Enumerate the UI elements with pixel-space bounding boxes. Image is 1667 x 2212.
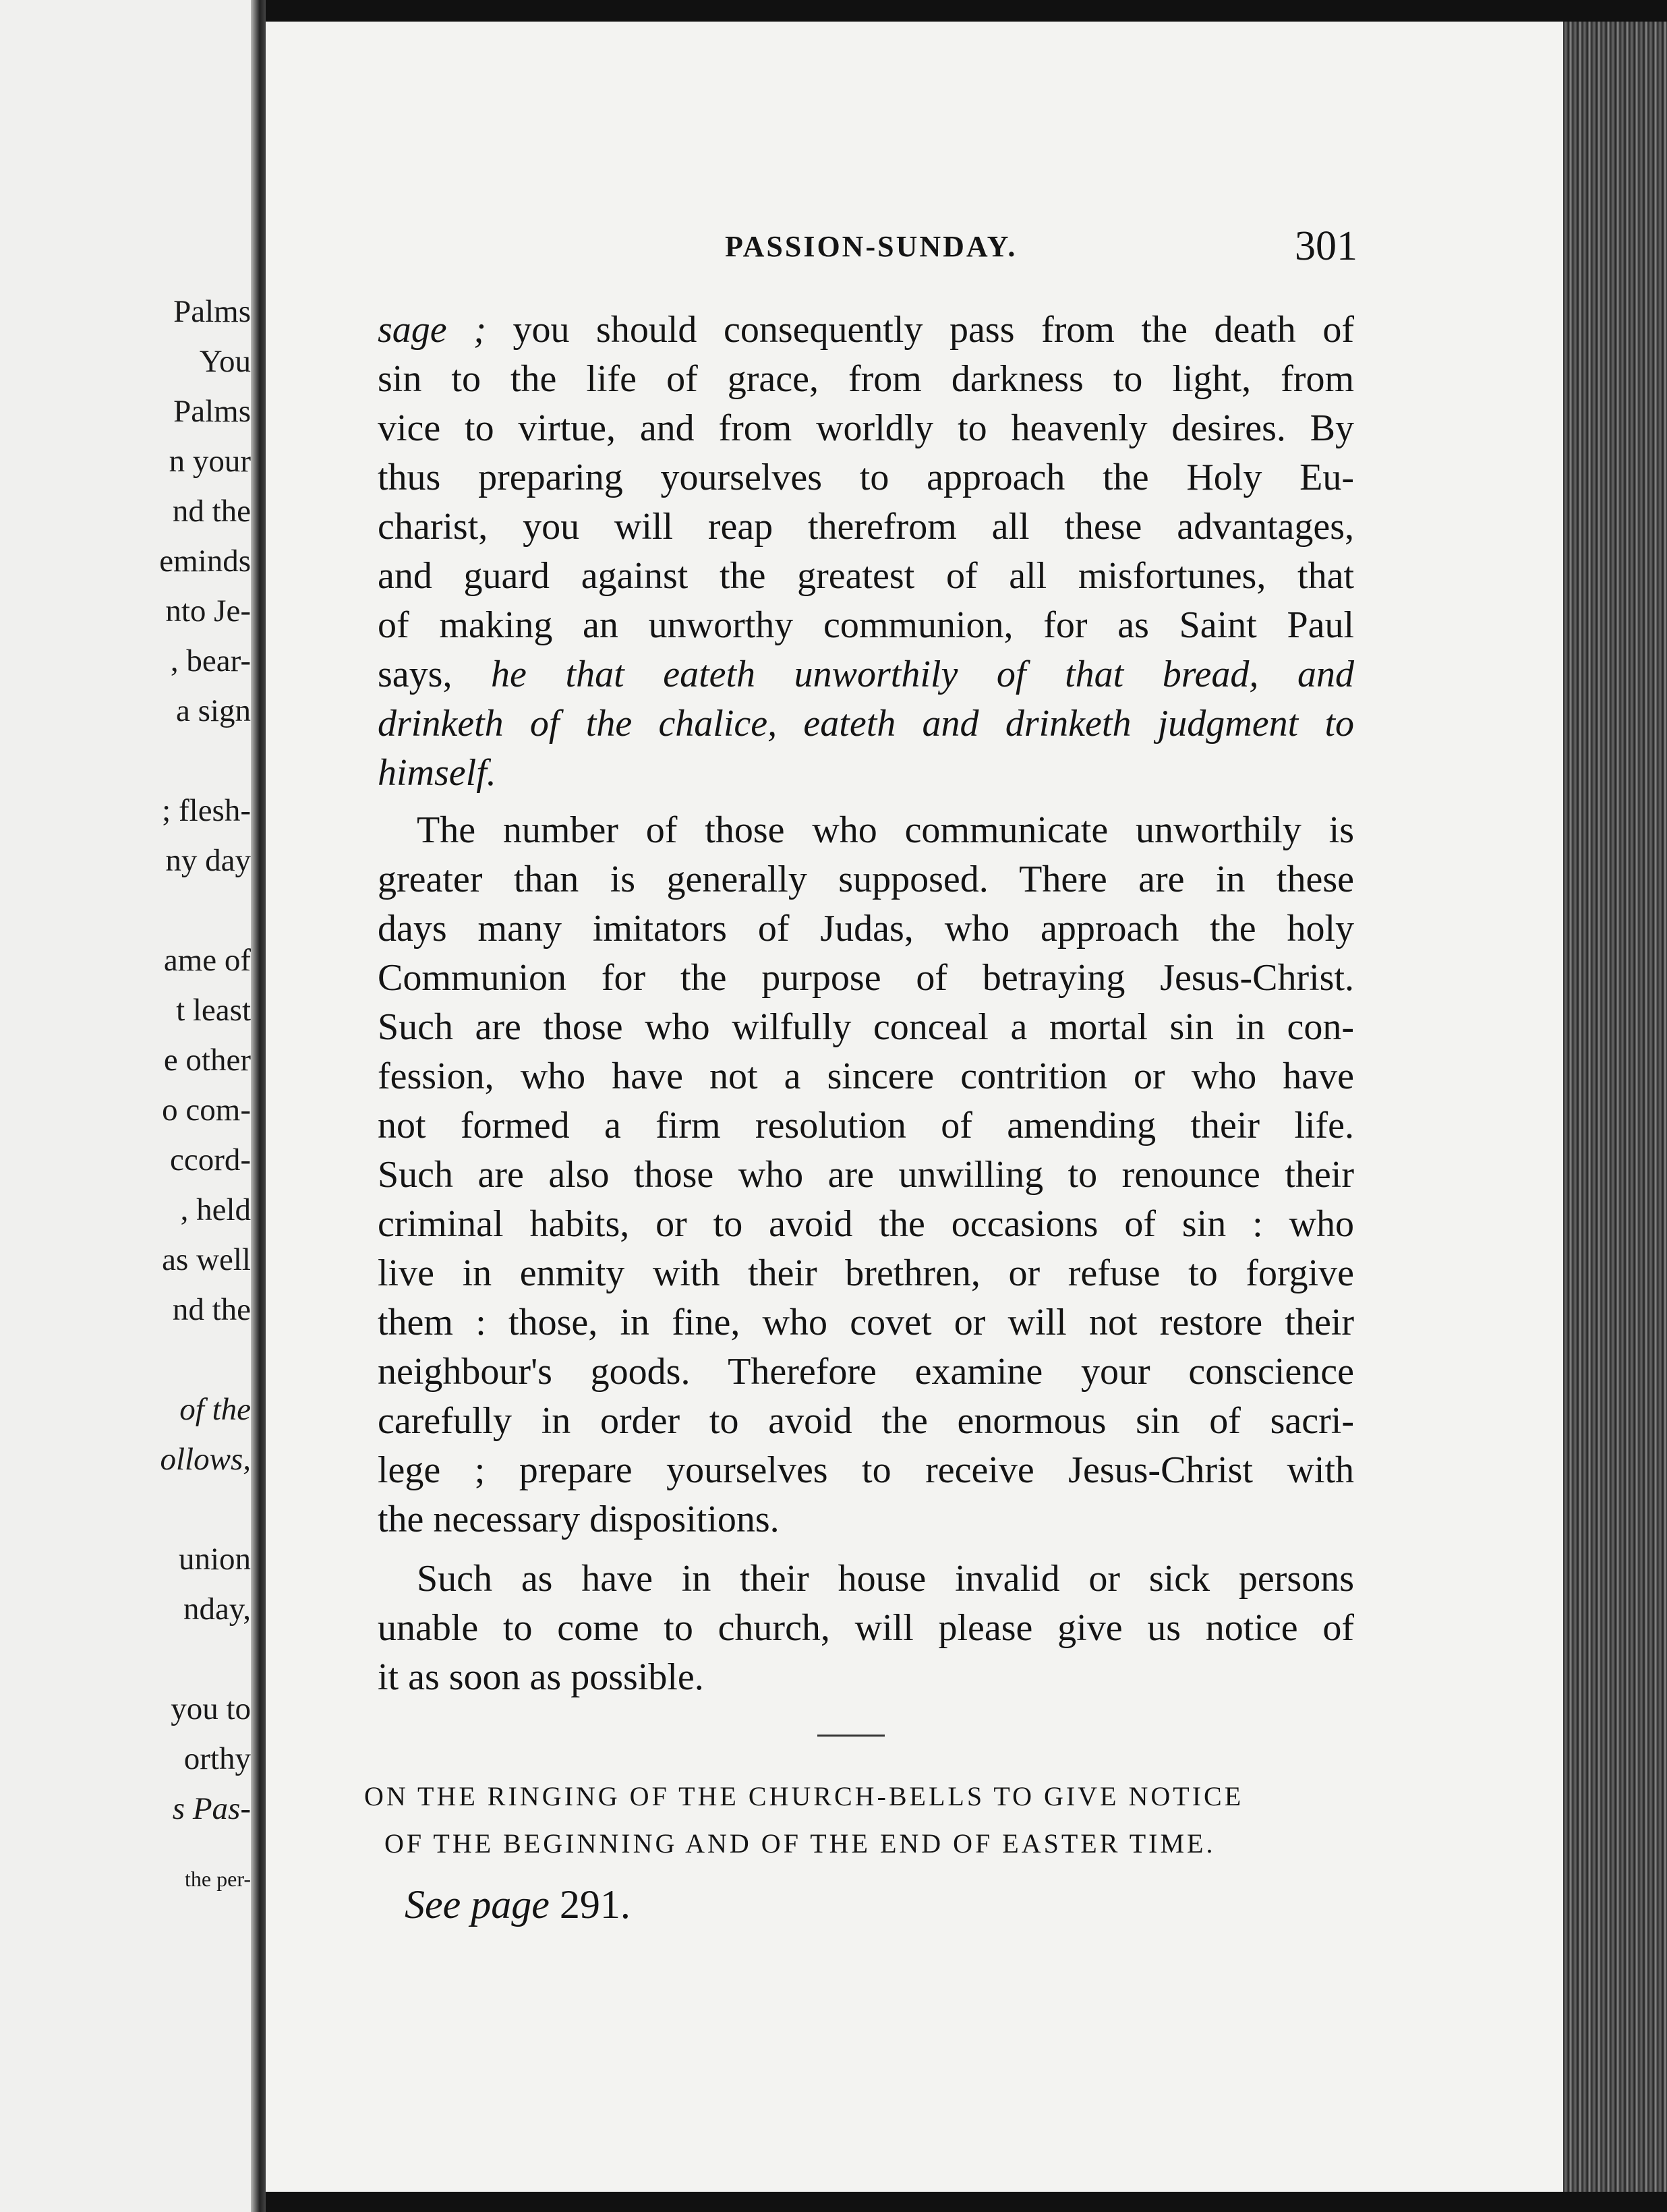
left-line: of the [179,1392,251,1427]
body-line: not formed a firm resolution of amending their life. [378,1105,1354,1146]
scripture-quote: he that eateth unworthily of that bread, and [491,653,1354,695]
scripture-quote: himself. [378,752,496,794]
left-line: o com- [162,1093,251,1128]
facing-page-left [0,0,251,2212]
body-line: lege ; prepare yourselves to receive Jesus-Christ with [378,1449,1354,1491]
body-line: it as soon as possible. [378,1656,704,1698]
body-line: neighbour's goods. Therefore examine your conscience [378,1351,1354,1393]
body-line: vice to virtue, and from worldly to heavenly desires. By [378,407,1354,449]
left-line: e other [163,1043,251,1078]
left-line: nd the [172,494,251,529]
body-line: Such as have in their house invalid or sick persons [417,1558,1354,1600]
body-line: unable to come to church, will please give us notice of [378,1607,1354,1649]
left-line: eminds [159,544,251,579]
left-line: ame of [163,943,251,978]
left-line: , held [180,1192,251,1227]
left-line: you to [171,1691,251,1726]
body-line: and guard against the greatest of all misfortunes, that [378,555,1354,597]
left-line: nd the [172,1292,251,1327]
cross-reference-page: 291. [559,1882,631,1927]
left-line: t least [176,993,251,1028]
cross-reference-label: See page [405,1882,550,1927]
body-line: charist, you will reap therefrom all these advantages, [378,506,1354,548]
body-line: greater than is generally supposed. There are in these [378,858,1354,900]
body-line [378,309,1354,351]
body-line: the necessary dispositions. [378,1498,780,1540]
body-line: criminal habits, or to avoid the occasions of sin : who [378,1203,1354,1245]
left-line: ny day [165,843,251,878]
page-number: 301 [1295,223,1357,269]
body-line: sin to the life of grace, from darkness to light, from [378,358,1354,400]
running-head: PASSION-SUNDAY. [725,230,1018,263]
left-line: the per- [185,1867,251,1891]
body-line: carefully in order to avoid the enormous sin of sacri- [378,1400,1354,1442]
left-line: You [199,344,251,379]
body-line: Such are also those who are unwilling to renounce their [378,1154,1354,1196]
body-line: them : those, in fine, who covet or will not restore their [378,1302,1354,1343]
left-line: Palms [173,294,251,329]
section-heading: OF THE BEGINNING AND OF THE END OF EASTER TIME. [384,1828,1216,1859]
body-text: you should consequently pass from the death of [486,309,1355,351]
left-line: orthy [183,1741,251,1776]
left-line: , bear- [170,643,251,678]
left-line: union [178,1542,251,1577]
book-gutter [251,0,266,2212]
page-edges [1563,22,1667,2192]
body-line: fession, who have not a sincere contrition or who have [378,1055,1354,1097]
section-divider [817,1735,885,1737]
body-line: Such are those who wilfully conceal a mortal sin in con- [378,1006,1354,1048]
scripture-quote: drinketh of the chalice, eateth and drinketh judgment to [378,703,1354,745]
left-line: ; flesh- [162,793,251,828]
left-line: as well [162,1242,251,1277]
body-line: thus preparing yourselves to approach the Holy Eu- [378,457,1354,498]
left-line: a sign [176,693,251,728]
body-text: says, [378,653,492,695]
body-line: days many imitators of Judas, who approach the holy [378,908,1354,950]
left-line: nday, [183,1592,251,1627]
left-line: Palms [173,394,251,429]
left-line: ollows, [160,1442,251,1477]
left-line: nto Je- [165,593,251,629]
body-line [378,653,1354,695]
body-text: sage ; [378,309,486,351]
body-line: of making an unworthy communion, for as Saint Paul [378,604,1354,646]
left-line: n your [169,444,251,479]
cross-reference [405,1882,631,1928]
left-line: s Pas- [172,1791,251,1826]
section-heading: ON THE RINGING OF THE CHURCH-BELLS TO GIVE NOTICE [364,1781,1244,1811]
body-line: The number of those who communicate unworthily is [417,809,1354,851]
body-line: Communion for the purpose of betraying Jesus-Christ. [378,957,1354,999]
body-line: live in enmity with their brethren, or refuse to forgive [378,1252,1354,1294]
left-line: ccord- [169,1142,251,1177]
